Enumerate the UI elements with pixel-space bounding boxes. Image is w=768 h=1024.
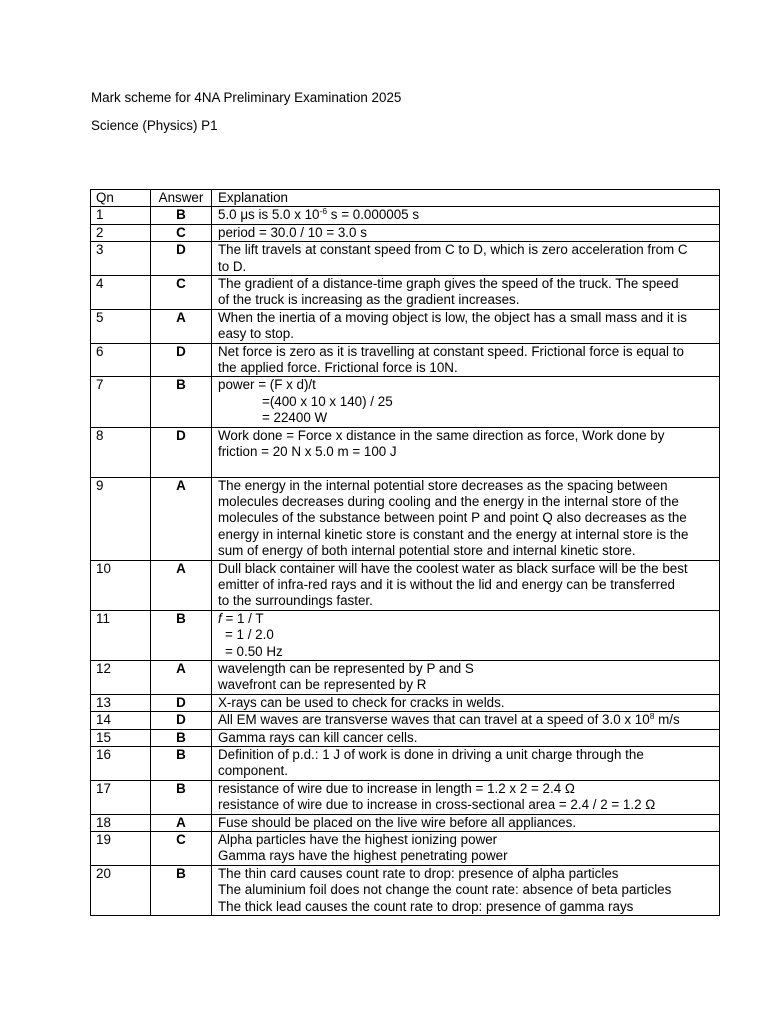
question-number: 8 [91,427,151,477]
document-title: Mark scheme for 4NA Preliminary Examination 2025 [91,90,402,105]
explanation-cell [212,729,720,746]
answer-key: A [151,560,212,610]
explanation-line: power = (F x d)/t [218,377,316,393]
answer-key: A [151,814,212,831]
explanation-cell [212,343,720,377]
explanation-line: Alpha particles have the highest ionizing power [218,832,498,848]
explanation-cell [212,712,720,729]
table-row [91,477,720,560]
explanation-cell [212,660,720,694]
explanation-cell [212,814,720,831]
answer-key: B [151,780,212,814]
explanation-line: When the inertia of a moving object is low, the object has a small mass and it is [218,309,687,325]
question-number: 17 [91,780,151,814]
explanation-line: The gradient of a distance-time graph gives the speed of the truck. The speed [218,276,679,292]
explanation-line: Dull black container will have the coolest water as black surface will be the best [218,560,688,576]
answer-key: B [151,377,212,427]
explanation-line: Work done = Force x distance in the same direction as force, Work done by [218,427,665,443]
explanation-cell [212,276,720,310]
table-row [91,427,720,477]
question-number: 5 [91,309,151,343]
explanation-line: component. [218,763,288,779]
explanation-line: to D. [218,258,247,274]
explanation-line: The aluminium foil does not change the count rate: absence of beta particles [218,882,672,898]
column-header-answer: Answer [151,190,212,207]
question-number: 16 [91,747,151,781]
explanation-line: resistance of wire due to increase in cross-sectional area = 2.4 / 2 = 1.2 Ω [218,797,656,813]
explanation-line: =(400 x 10 x 140) / 25 [262,393,393,409]
explanation-cell [212,427,720,477]
explanation-line: Gamma rays have the highest penetrating power [218,848,508,864]
table-header-row [91,190,720,207]
explanation-cell [212,560,720,610]
table-row [91,242,720,276]
table-row [91,832,720,866]
answer-key: A [151,309,212,343]
answer-key: C [151,224,212,241]
explanation-line: Fuse should be placed on the live wire before all appliances. [218,814,577,830]
answer-key: C [151,832,212,866]
explanation-line: The energy in the internal potential store decreases as the spacing between [218,477,668,493]
explanation-cell [212,242,720,276]
explanation-line: molecules decreases during cooling and the energy in the internal store of the [218,493,679,509]
explanation-cell [212,832,720,866]
table-row [91,660,720,694]
table-row [91,309,720,343]
explanation-line: wavelength can be represented by P and S [218,660,474,676]
question-number: 18 [91,814,151,831]
answer-key: D [151,427,212,477]
explanation-line: the applied force. Frictional force is 10N. [218,360,458,376]
table-row [91,712,720,729]
explanation-line: sum of energy of both internal potential store and internal kinetic store. [218,543,636,559]
explanation-line: friction = 20 N x 5.0 m = 100 J [218,444,397,460]
explanation-line: The lift travels at constant speed from C to D, which is zero acceleration from C [218,242,688,258]
explanation-line: wavefront can be represented by R [218,677,427,693]
explanation-cell [212,377,720,427]
answer-key: B [151,747,212,781]
question-number: 4 [91,276,151,310]
table-row [91,747,720,781]
table-row [91,560,720,610]
explanation-line: X-rays can be used to check for cracks in welds. [218,694,505,710]
explanation-line: easy to stop. [218,326,294,342]
table-row [91,780,720,814]
explanation-line: molecules of the substance between point P and point Q also decreases as the [218,510,687,526]
question-number: 2 [91,224,151,241]
question-number: 20 [91,865,151,915]
answer-key: A [151,477,212,560]
answer-key: B [151,865,212,915]
table-row [91,694,720,711]
column-header-qn: Qn [91,190,151,207]
question-number: 3 [91,242,151,276]
answer-key: B [151,207,212,224]
explanation-line: f = 1 / T [218,610,264,626]
explanation-line: All EM waves are transverse waves that can travel at a speed of 3.0 x $10^8$ m/s [218,711,680,728]
answer-key: C [151,276,212,310]
answer-key: A [151,660,212,694]
table-row [91,865,720,915]
explanation-line: = 0.50 Hz [225,643,283,659]
explanation-cell [212,780,720,814]
explanation-line: The thick lead causes the count rate to drop: presence of gamma rays [218,898,634,914]
explanation-cell [212,610,720,660]
explanation-line: of the truck is increasing as the gradient increases. [218,292,520,308]
explanation-line: to the surroundings faster. [218,593,373,609]
question-number: 14 [91,712,151,729]
cell-spacer [218,461,715,477]
document-subtitle: Science (Physics) P1 [91,118,218,133]
explanation-line: Definition of p.d.: 1 J of work is done in driving a unit charge through the [218,747,644,762]
table-row [91,610,720,660]
explanation-line: 5.0 μs is 5.0 x $10^{-6}$ s = 0.000005 s [218,206,420,223]
answer-key: D [151,242,212,276]
explanation-line: Net force is zero as it is travelling at constant speed. Frictional force is equal to [218,343,684,359]
question-number: 10 [91,560,151,610]
question-number: 9 [91,477,151,560]
explanation-line: period = 30.0 / 10 = 3.0 s [218,224,367,240]
explanation-line: emitter of infra-red rays and it is without the lid and energy can be transferred [218,576,676,592]
explanation-line: Gamma rays can kill cancer cells. [218,729,418,745]
table-row [91,343,720,377]
explanation-line: = 22400 W [262,410,328,426]
question-number: 13 [91,694,151,711]
answer-key: D [151,694,212,711]
explanation-cell [212,477,720,560]
explanation-cell [212,309,720,343]
table-row [91,207,720,224]
answer-key: D [151,712,212,729]
question-number: 15 [91,729,151,746]
table-row [91,814,720,831]
column-header-explanation: Explanation [212,190,720,207]
explanation-cell [212,747,720,781]
table-row [91,276,720,310]
explanation-cell [212,224,720,241]
question-number: 12 [91,660,151,694]
explanation-cell [212,865,720,915]
question-number: 7 [91,377,151,427]
explanation-cell [212,207,720,224]
explanation-line: The thin card causes count rate to drop: presence of alpha particles [218,865,619,881]
question-number: 19 [91,832,151,866]
mark-scheme-table [90,189,720,916]
question-number: 1 [91,207,151,224]
table-body [91,207,720,916]
explanation-line: energy in internal kinetic store is constant and the energy at internal store is the [218,526,689,542]
answer-key: B [151,729,212,746]
explanation-line: resistance of wire due to increase in length = 1.2 x 2 = 2.4 Ω [218,780,575,796]
explanation-cell [212,694,720,711]
question-number: 11 [91,610,151,660]
table-row [91,224,720,241]
answer-key: D [151,343,212,377]
question-number: 6 [91,343,151,377]
table-row [91,729,720,746]
explanation-line: = 1 / 2.0 [225,627,274,643]
answer-key: B [151,610,212,660]
table-row [91,377,720,427]
